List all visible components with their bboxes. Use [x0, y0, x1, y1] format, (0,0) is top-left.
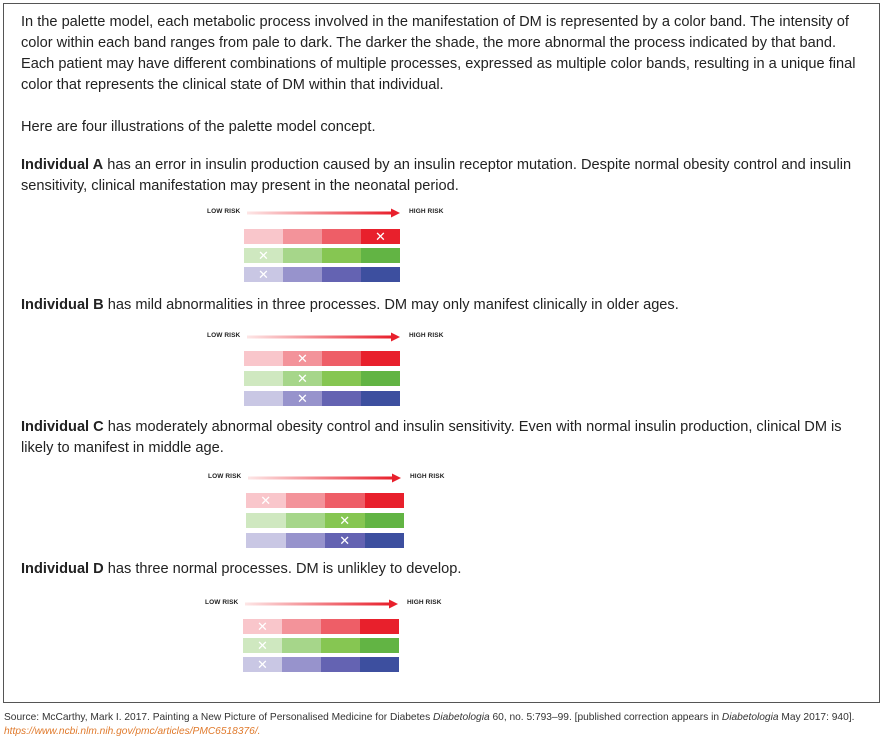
insulin-production-band: [243, 619, 399, 634]
individual-name: Individual D: [21, 561, 104, 577]
marker-x-icon: ✕: [257, 638, 268, 653]
band-cell: [361, 391, 400, 406]
band-cell: [360, 619, 399, 634]
insulin-sensitivity-band: [246, 533, 404, 548]
insulin-production-band: [246, 493, 404, 508]
obesity-band: [244, 371, 400, 386]
band-cell: [321, 619, 360, 634]
band-cell: [325, 533, 365, 548]
insulin-production-band: [244, 229, 400, 244]
low-risk-label: LOW RISK: [208, 473, 242, 480]
risk-arrow-icon: [245, 599, 398, 609]
band-cell: [365, 513, 405, 528]
band-cell: [322, 267, 361, 282]
low-risk-label: LOW RISK: [205, 599, 239, 606]
marker-x-icon: ✕: [257, 657, 268, 672]
band-cell: [243, 619, 282, 634]
band-cell: [244, 391, 283, 406]
band-cell: [283, 371, 322, 386]
band-cell: [244, 371, 283, 386]
marker-x-icon: ✕: [297, 391, 308, 406]
low-risk-label: LOW RISK: [207, 332, 241, 339]
band-cell: [321, 657, 360, 672]
individual-c-description: [21, 417, 866, 459]
high-risk-label: HIGH RISK: [409, 332, 444, 339]
obesity-band: [244, 248, 400, 263]
risk-arrow-icon: [247, 332, 400, 342]
marker-x-icon: ✕: [375, 229, 386, 244]
low-risk-label: LOW RISK: [207, 208, 241, 215]
band-cell: [283, 267, 322, 282]
marker-x-icon: ✕: [258, 267, 269, 282]
band-cell: [365, 493, 405, 508]
band-cell: [322, 351, 361, 366]
individual-name: Individual C: [21, 419, 104, 435]
band-cell: [322, 229, 361, 244]
band-cell: [283, 248, 322, 263]
band-cell: [244, 248, 283, 263]
obesity-band: [246, 513, 404, 528]
band-cell: [361, 248, 400, 263]
band-cell: [286, 513, 326, 528]
individual-b-description: [21, 295, 866, 316]
individual-d-description: [21, 559, 866, 580]
marker-x-icon: ✕: [339, 513, 351, 528]
band-cell: [244, 351, 283, 366]
source-journal: Diabetologia: [433, 712, 490, 723]
band-cell: [286, 493, 326, 508]
band-cell: [322, 371, 361, 386]
high-risk-label: HIGH RISK: [409, 208, 444, 215]
individual-text: has an error in insulin production caused by an insulin receptor mutation. Despite normal obesity control and insulin sensitivity, clinical manifestation may present in the neonatal period.: [21, 157, 852, 194]
insulin-production-band: [244, 351, 400, 366]
intro-paragraph-2: Here are four illustrations of the palette model concept.: [21, 119, 376, 135]
high-risk-label: HIGH RISK: [410, 473, 445, 480]
band-cell: [244, 267, 283, 282]
band-cell: [361, 267, 400, 282]
band-cell: [322, 391, 361, 406]
band-cell: [283, 351, 322, 366]
individual-text: has mild abnormalities in three processes. DM may only manifest clinically in older ages.: [103, 297, 679, 313]
band-cell: [286, 533, 326, 548]
individual-a-description: [21, 155, 866, 197]
individual-text: has moderately abnormal obesity control and insulin sensitivity. Even with normal insulin production, clinical DM is likely to manifest in middle age.: [21, 419, 842, 456]
content-frame: [3, 3, 880, 703]
band-cell: [246, 533, 286, 548]
intro-paragraph: In the palette model, each metabolic process involved in the manifestation of DM is represented by a color band. The intensity of color within each band ranges from pale to dark. The darker the shade, the more abnormal the process indicated by that band. Each patient may have different combinations of multiple processes, expressed as multiple color bands, resulting in a unique final color that represents the clinical state of DM within that individual.: [21, 14, 856, 93]
marker-x-icon: ✕: [257, 619, 268, 634]
band-cell: [360, 638, 399, 653]
band-cell: [361, 351, 400, 366]
band-cell: [282, 638, 321, 653]
band-cell: [283, 229, 322, 244]
source-citation: [4, 711, 884, 738]
source-link[interactable]: https://www.ncbi.nlm.nih.gov/pmc/articles/PMC6518376/.: [4, 725, 261, 737]
source-journal-2: Diabetologia: [721, 712, 779, 723]
band-cell: [282, 619, 321, 634]
marker-x-icon: ✕: [258, 248, 269, 263]
band-cell: [283, 391, 322, 406]
band-cell: [325, 513, 365, 528]
band-cell: [244, 229, 283, 244]
marker-x-icon: ✕: [297, 371, 308, 386]
insulin-sensitivity-band: [244, 391, 400, 406]
band-cell: [322, 248, 361, 263]
marker-x-icon: ✕: [297, 351, 308, 366]
band-cell: [246, 513, 286, 528]
band-cell: [361, 229, 400, 244]
band-cell: [361, 371, 400, 386]
source-prefix: Source: McCarthy, Mark I. 2017. Painting a New Picture of Personalised Medicine for Diabetes: [4, 712, 434, 723]
individual-text: has three normal processes. DM is unlikley to develop.: [103, 561, 462, 577]
obesity-band: [243, 638, 399, 653]
individual-name: Individual A: [21, 157, 104, 173]
marker-x-icon: ✕: [339, 533, 351, 548]
risk-arrow-icon: [247, 208, 400, 218]
high-risk-label: HIGH RISK: [407, 599, 442, 606]
band-cell: [365, 533, 405, 548]
band-cell: [246, 493, 286, 508]
marker-x-icon: ✕: [260, 493, 272, 508]
risk-arrow-icon: [248, 473, 401, 483]
insulin-sensitivity-band: [243, 657, 399, 672]
source-middle: 60, no. 5:793–99. [published correction appears in: [489, 712, 722, 723]
band-cell: [243, 638, 282, 653]
source-suffix: May 2017: 940].: [778, 712, 855, 723]
band-cell: [243, 657, 282, 672]
band-cell: [360, 657, 399, 672]
band-cell: [282, 657, 321, 672]
band-cell: [325, 493, 365, 508]
individual-name: Individual B: [21, 297, 104, 313]
insulin-sensitivity-band: [244, 267, 400, 282]
band-cell: [321, 638, 360, 653]
